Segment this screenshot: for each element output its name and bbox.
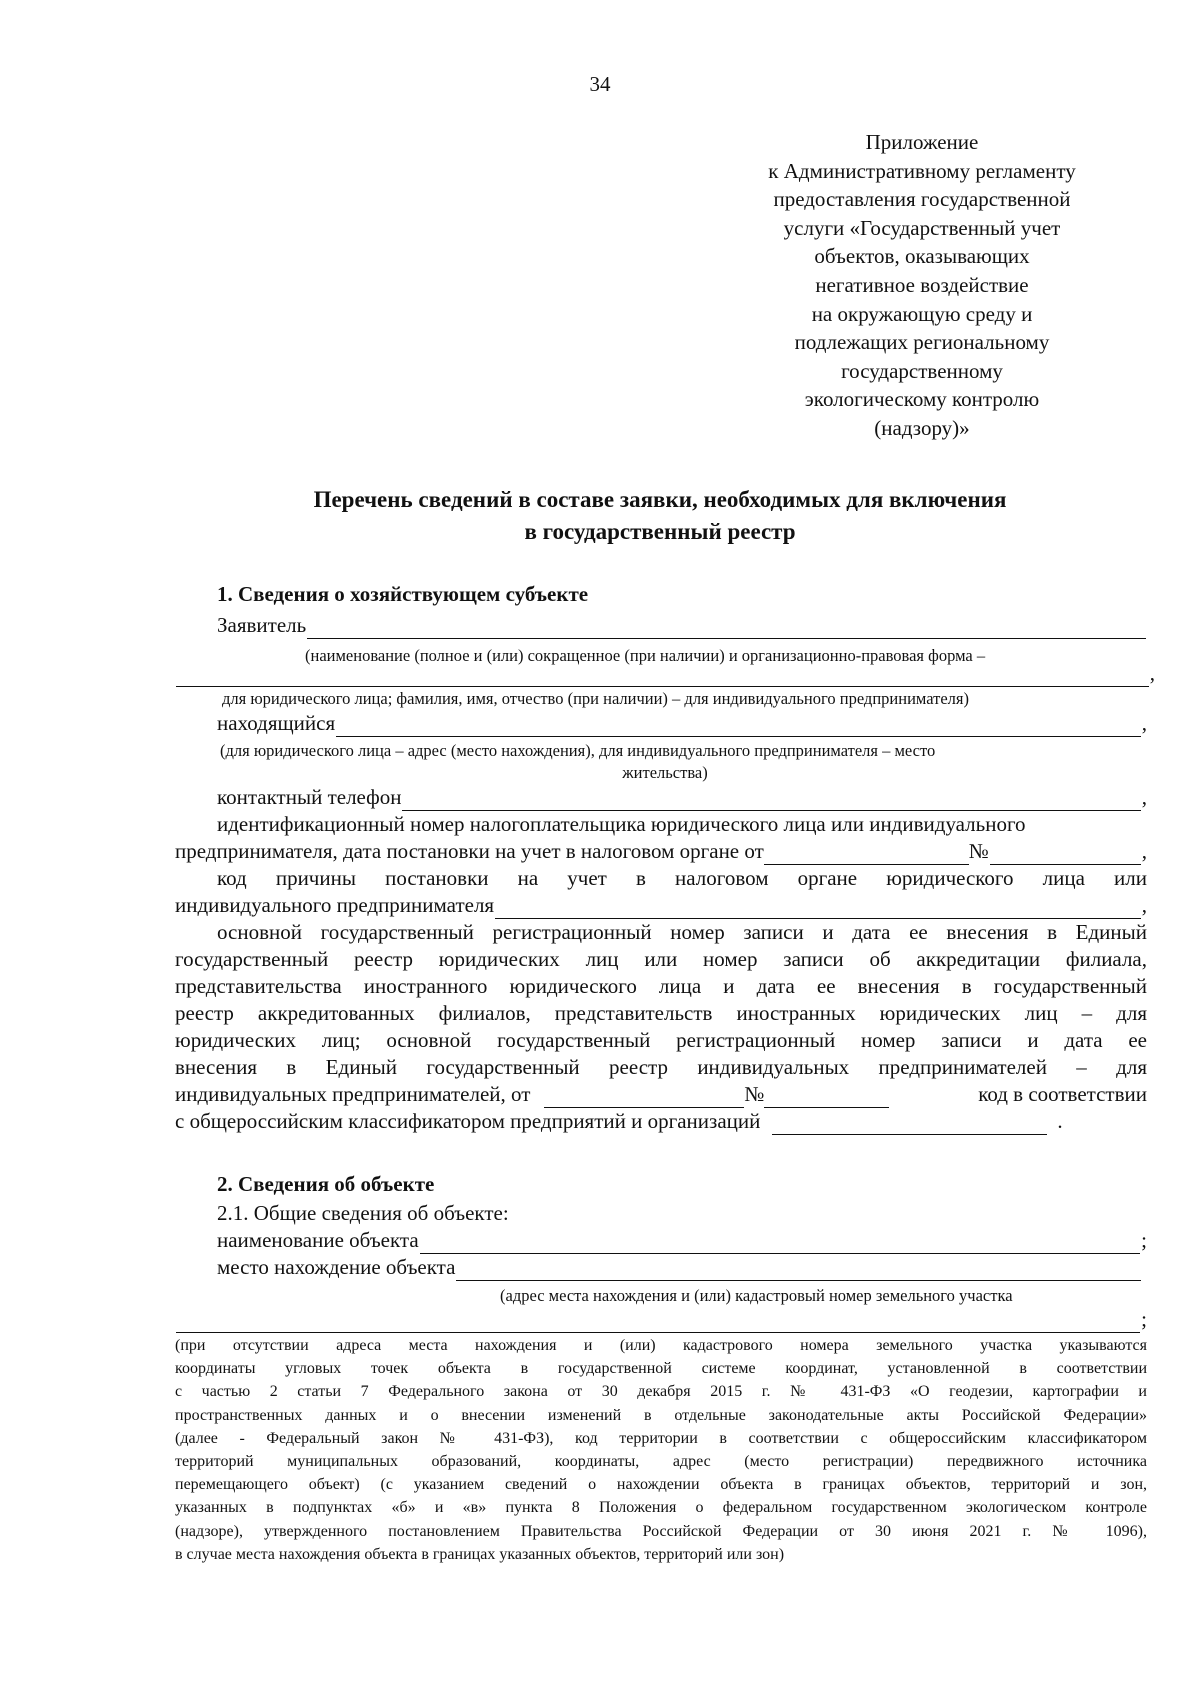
appendix-line: экологическому контролю: [804, 387, 1040, 412]
applicant-row-2: [175, 660, 1155, 687]
comma: ,: [1141, 839, 1147, 863]
comma: ,: [1141, 711, 1147, 735]
okpo-row: [175, 1108, 1147, 1135]
appendix-line: подлежащих региональному: [794, 330, 1050, 355]
located-label: находящийся: [217, 711, 336, 735]
period: .: [1057, 1109, 1063, 1133]
footnote-line: с частью 2 статьи 7 Федерального закона от 30 декабря 2015 г. № 431-ФЗ «О геодезии, картографии и: [175, 1383, 1147, 1401]
applicant-field-2[interactable]: [176, 666, 1149, 687]
footnote-line: (далее - Федеральный закон № 431-ФЗ), код территории в соответствии с общероссийским классификатором: [175, 1429, 1147, 1447]
inn-number-field[interactable]: [990, 844, 1141, 865]
applicant-field[interactable]: [307, 618, 1146, 639]
inn-date-field[interactable]: [764, 844, 969, 865]
ogrn-last-end: код в соответствии: [978, 1082, 1147, 1106]
okpo-label: с общероссийским классификатором предприятий и организаций: [175, 1109, 761, 1133]
semicolon: ;: [1141, 1228, 1147, 1252]
title-line: Перечень сведений в составе заявки, необходимых для включения: [313, 487, 1007, 512]
appendix-line: предоставления государственной: [773, 187, 1071, 212]
object-location-label: место нахождение объекта: [217, 1255, 456, 1279]
ogrn-line: внесения в Единый государственный реестр индивидуальных предпринимателей – для: [175, 1055, 1147, 1079]
ogrn-line: реестр аккредитованных филиалов, представительств иностранных юридических лиц – для: [175, 1001, 1147, 1025]
kpp-row: [175, 892, 1147, 919]
appendix-line: (надзору)»: [874, 415, 970, 440]
ogrn-line: представительства иностранного юридического лица и дата ее внесения в государственный: [175, 974, 1147, 998]
footnote-line-last: в случае места нахождения объекта в границах указанных объектов, территорий или зон): [175, 1545, 785, 1563]
location-hint: (адрес места нахождения и (или) кадастровый номер земельного участка: [500, 1286, 1013, 1305]
phone-row: [217, 784, 1147, 811]
kpp-line-1: код причины постановки на учет в налоговом органе юридического лица или: [217, 866, 1147, 890]
document-title: [170, 484, 1150, 548]
page-number: 34: [589, 72, 611, 96]
located-hint-2: жительства): [622, 763, 708, 782]
ogrn-line: государственный реестр юридических лиц или номер записи об аккредитации филиала,: [175, 947, 1147, 971]
inn-line-1: идентификационный номер налогоплательщика юридического лица или индивидуального: [217, 812, 1026, 836]
ogrn-line: основной государственный регистрационный номер записи и дата ее внесения в Единый: [217, 920, 1147, 944]
number-sign: №: [744, 1082, 765, 1106]
applicant-hint-2: для юридического лица; фамилия, имя, отчество (при наличии) – для индивидуального предпринимателя): [222, 689, 969, 708]
appendix-line: объектов, оказывающих: [814, 244, 1030, 269]
appendix-line: негативное воздействие: [815, 272, 1029, 297]
applicant-label: Заявитель: [217, 613, 307, 637]
ogrn-last-row: [175, 1081, 1147, 1108]
appendix-line: Приложение: [865, 130, 979, 154]
footnote-line: перемещающего объект) (с указанием сведений о нахождении объекта в границах объектов, территорий и зон,: [175, 1476, 1147, 1494]
located-row: [217, 710, 1147, 737]
appendix-line: к Административному регламенту: [768, 158, 1076, 183]
comma: ,: [1141, 893, 1147, 917]
footnote-line: территорий муниципальных образований, координаты, адрес (место регистрации) передвижного источника: [175, 1453, 1147, 1471]
footnote-line: указанных в подпунктах «б» и «в» пункта 8 Положения о федеральном государственном экологическом контроле: [175, 1499, 1147, 1517]
appendix-header: [752, 128, 1092, 443]
title-line: в государственный реестр: [524, 519, 796, 544]
object-location-row-2: [175, 1306, 1147, 1333]
comma: ,: [1149, 661, 1155, 685]
object-location-field[interactable]: [456, 1260, 1141, 1281]
object-location-row: [217, 1254, 1142, 1281]
ogrn-date-field[interactable]: [544, 1087, 744, 1108]
ogrn-last-start: индивидуальных предпринимателей, от: [175, 1082, 531, 1106]
semicolon: ;: [1141, 1307, 1147, 1331]
applicant-row: [217, 612, 1147, 639]
ogrn-line: юридических лиц; основной государственный регистрационный номер записи и дата ее: [175, 1028, 1147, 1052]
section1-heading: 1. Сведения о хозяйствующем субъекте: [217, 582, 589, 606]
location-footnote: [175, 1334, 1147, 1566]
comma: ,: [1141, 785, 1147, 809]
section2-subheading: 2.1. Общие сведения об объекте:: [217, 1201, 509, 1225]
inn-line-2: предпринимателя, дата постановки на учет в налоговом органе от: [175, 839, 764, 863]
appendix-line: государственному: [841, 358, 1003, 383]
kpp-line-2: индивидуального предпринимателя: [175, 893, 495, 917]
applicant-hint-1: (наименование (полное и (или) сокращенное (при наличии) и организационно-правовая форма –: [305, 646, 986, 665]
section2-heading: 2. Сведения об объекте: [217, 1172, 435, 1196]
phone-label: контактный телефон: [217, 785, 402, 809]
object-name-label: наименование объекта: [217, 1228, 419, 1252]
footnote-line: (надзоре), утвержденного постановлением Правительства Российской Федерации от 30 июня 2021 г. № 1096),: [175, 1522, 1147, 1540]
ogrn-number-field[interactable]: [764, 1087, 889, 1108]
object-name-field[interactable]: [420, 1233, 1140, 1254]
footnote-line: пространственных данных и о внесении изменений в отдельные законодательные акты Российской Федерации»: [175, 1406, 1147, 1424]
inn-row: [175, 838, 1147, 865]
footnote-line: (при отсутствии адреса места нахождения и (или) кадастрового номера земельного участка указываются: [175, 1337, 1147, 1354]
appendix-line: услуги «Государственный учет: [783, 215, 1061, 240]
kpp-field[interactable]: [495, 898, 1141, 919]
appendix-line: на окружающую среду и: [811, 301, 1033, 326]
object-name-row: [217, 1227, 1147, 1254]
footnote-line: координаты угловых точек объекта в государственной системе координат, установленной в соответствии: [175, 1360, 1147, 1378]
located-field[interactable]: [336, 716, 1141, 737]
number-sign: №: [968, 839, 989, 863]
object-location-field-2[interactable]: [176, 1312, 1140, 1333]
phone-field[interactable]: [402, 790, 1140, 811]
okpo-field[interactable]: [772, 1114, 1047, 1135]
located-hint-1: (для юридического лица – адрес (место нахождения), для индивидуального предпринимателя – место: [220, 741, 936, 760]
